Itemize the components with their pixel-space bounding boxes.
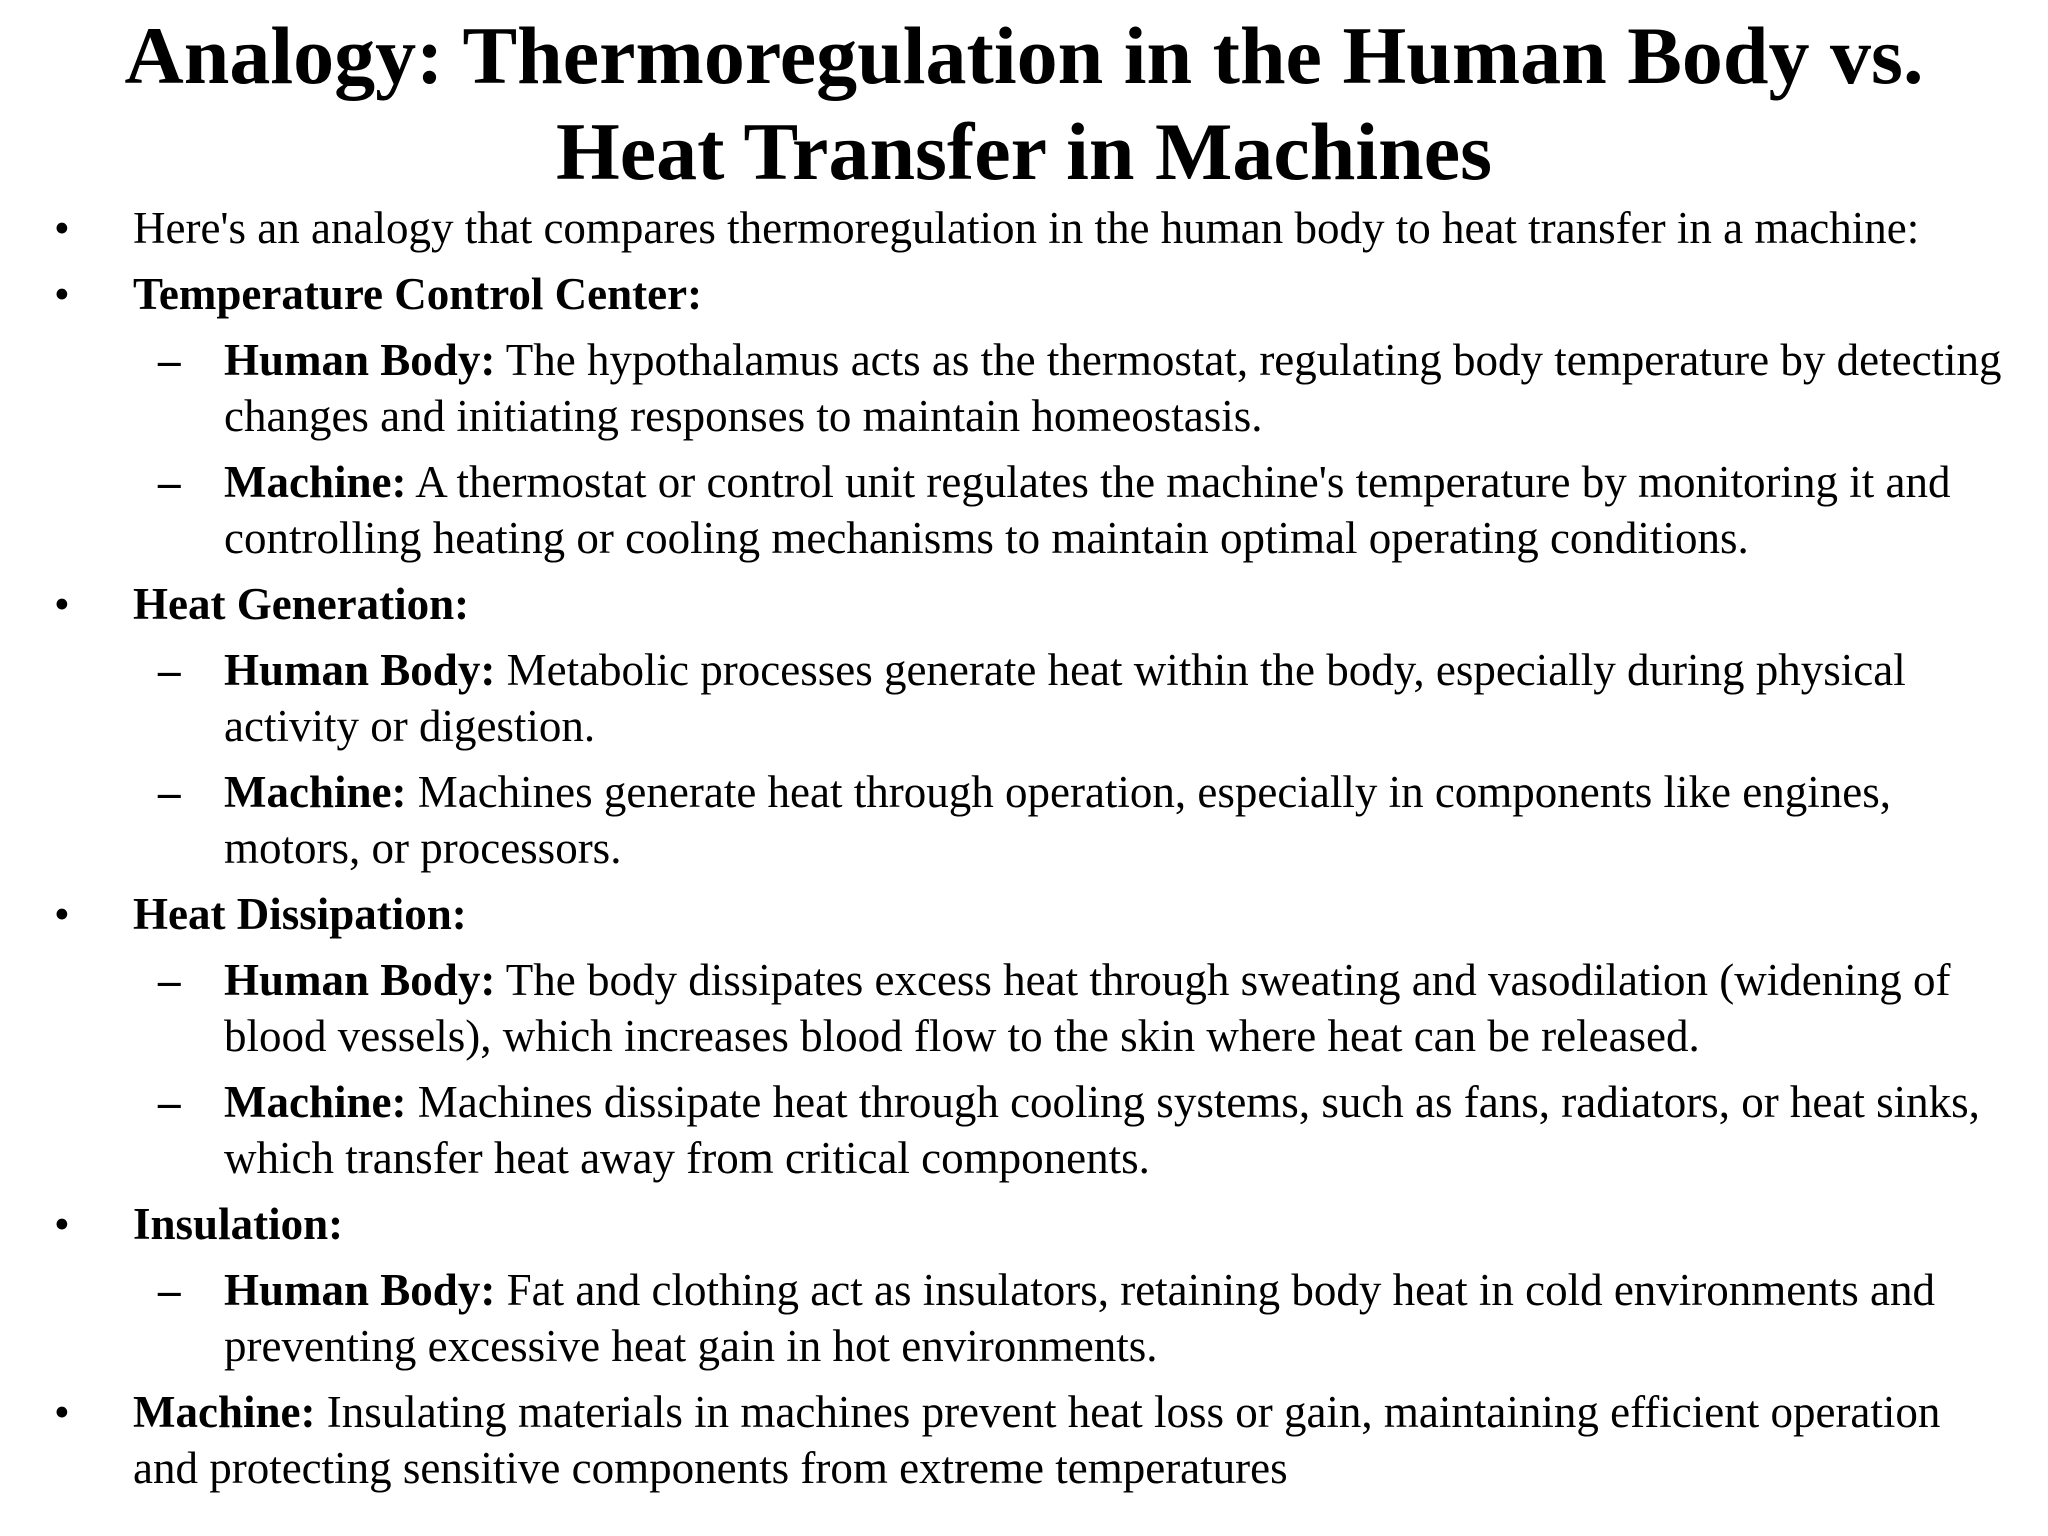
bullet-intro [0, 200, 2048, 256]
bullet-machine-insulation [0, 1384, 2048, 1496]
dash-marker: – [158, 1265, 181, 1315]
title-line-2: Heat Transfer in Machines [555, 106, 1493, 197]
sub-item-text: Machines generate heat through operation, especially in components like engines, motors, or processors. [224, 767, 1891, 873]
final-label: Machine: [133, 1387, 316, 1437]
sub-item-label: Human Body: [224, 645, 496, 695]
sub-item-label: Machine: [224, 457, 407, 507]
sub-item [0, 454, 2048, 566]
section-heading: Heat Dissipation: [133, 889, 467, 939]
sub-item [0, 1262, 2048, 1374]
sub-item-text: Metabolic processes generate heat within the body, especially during physical activity or digestion. [224, 645, 1906, 751]
sub-item-label: Human Body: [224, 335, 496, 385]
sub-item-text: A thermostat or control unit regulates the machine's temperature by monitoring it and controlling heating or cooling mechanisms to maintain optimal operating conditions. [224, 457, 1951, 563]
dash-marker: – [158, 645, 181, 695]
dash-marker: – [158, 767, 181, 817]
dash-marker: – [158, 335, 181, 385]
sub-item-label: Human Body: [224, 1265, 496, 1315]
section-heading: Temperature Control Center: [133, 269, 703, 319]
bullet-marker: • [54, 269, 70, 319]
sub-item [0, 764, 2048, 876]
sub-item-text: Machines dissipate heat through cooling systems, such as fans, radiators, or heat sinks, which transfer heat away from critical components. [224, 1077, 1980, 1183]
sub-item-label: Machine: [224, 1077, 407, 1127]
bullet-temperature-control-center [0, 266, 2048, 322]
bullet-list [0, 200, 2048, 1506]
section-heading: Insulation: [133, 1199, 344, 1249]
section-heading: Heat Generation: [133, 579, 470, 629]
slide-title [40, 8, 2008, 200]
sub-item [0, 1074, 2048, 1186]
sub-item-text: The body dissipates excess heat through sweating and vasodilation (widening of blood vessels), which increases blood flow to the skin where heat can be released. [224, 955, 1951, 1061]
bullet-heat-dissipation [0, 886, 2048, 942]
bullet-marker: • [54, 203, 70, 253]
title-line-1: Analogy: Thermoregulation in the Human Body vs. [124, 10, 1924, 101]
bullet-marker: • [54, 579, 70, 629]
bullet-marker: • [54, 1199, 70, 1249]
final-text: Insulating materials in machines prevent heat loss or gain, maintaining efficient operation and protecting sensitive components from extreme temperatures [133, 1387, 1941, 1493]
bullet-marker: • [54, 1387, 70, 1437]
sub-item [0, 332, 2048, 444]
dash-marker: – [158, 955, 181, 1005]
sub-item-label: Human Body: [224, 955, 496, 1005]
bullet-insulation [0, 1196, 2048, 1252]
sub-item-text: Fat and clothing act as insulators, retaining body heat in cold environments and preventing excessive heat gain in hot environments. [224, 1265, 1935, 1371]
sub-item [0, 952, 2048, 1064]
sub-item-label: Machine: [224, 767, 407, 817]
dash-marker: – [158, 1077, 181, 1127]
sub-item-text: The hypothalamus acts as the thermostat, regulating body temperature by detecting changes and initiating responses to maintain homeostasis. [224, 335, 2002, 441]
intro-text: Here's an analogy that compares thermoregulation in the human body to heat transfer in a machine: [133, 203, 1920, 253]
bullet-marker: • [54, 889, 70, 939]
bullet-heat-generation [0, 576, 2048, 632]
sub-item [0, 642, 2048, 754]
dash-marker: – [158, 457, 181, 507]
